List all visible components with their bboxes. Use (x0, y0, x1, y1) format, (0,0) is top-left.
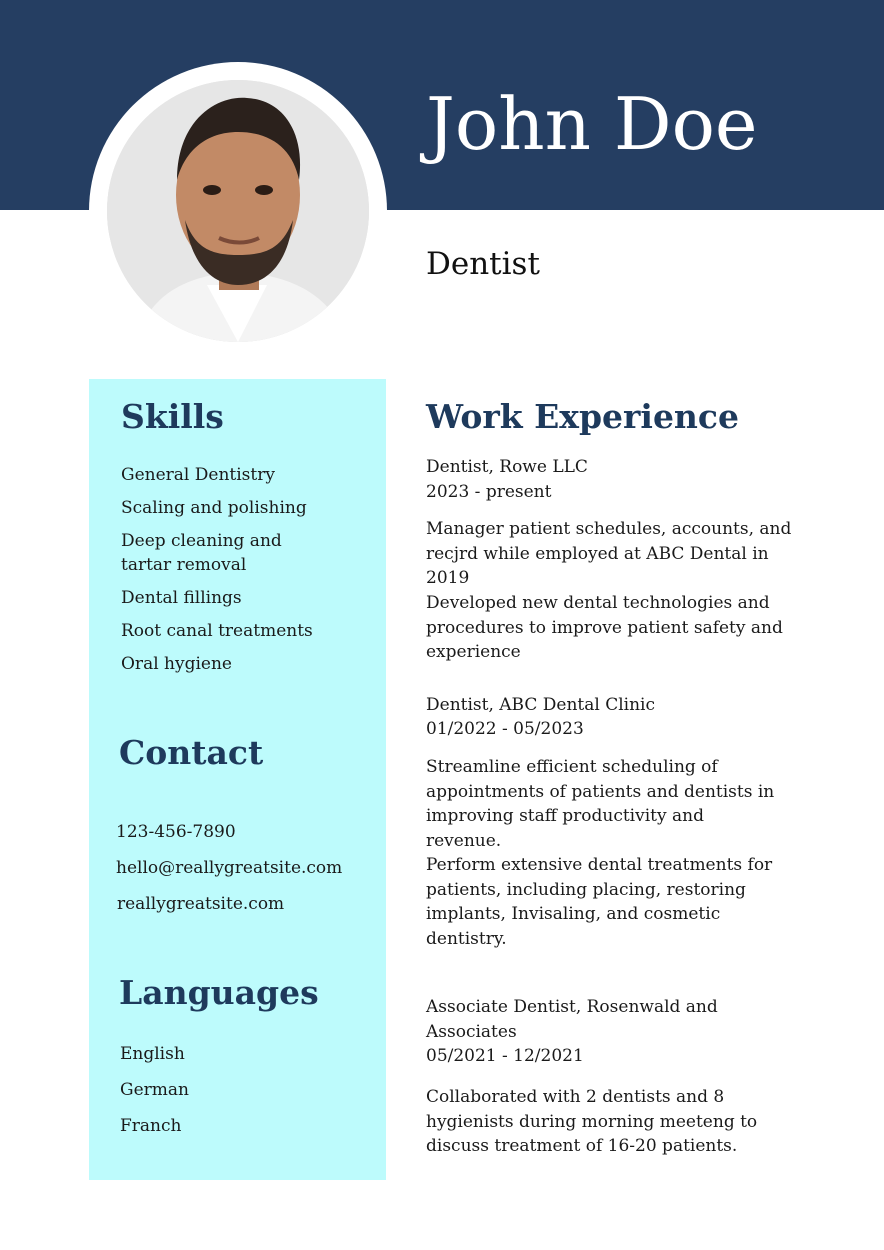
job-title: Dentist (426, 246, 540, 282)
job-bullet: Developed new dental technologies and procedures to improve patient safety and experience (426, 593, 783, 662)
skill-item: Root canal treatments (121, 621, 313, 641)
job-role: Dentist, ABC Dental Clinic (426, 695, 656, 715)
language-item: English (120, 1044, 185, 1064)
candidate-name: John Doe (426, 82, 758, 166)
contact-phone[interactable]: 123-456-7890 (116, 822, 236, 842)
languages-heading: Languages (119, 973, 319, 1012)
job-bullet: Streamline efficient scheduling of appointments of patients and dentists in improving staff productivity and revenue. (426, 757, 775, 851)
skill-item: Oral hygiene (121, 654, 232, 674)
job-role: Dentist, Rowe LLC (426, 457, 588, 477)
job-bullet: Collaborated with 2 dentists and 8 hygienists during morning meeteng to discuss treatment of 16-20 patients. (426, 1087, 758, 1156)
job-role: Associate Dentist, Rosenwald and Associates (426, 997, 718, 1042)
contact-website[interactable]: reallygreatsite.com (117, 894, 285, 914)
job-dates: 01/2022 - 05/2023 (426, 719, 584, 739)
job-dates: 2023 - present (426, 482, 552, 502)
job-bullet: Perform extensive dental treatments for patients, including placing, restoring implants, Invisaling, and cosmetic dentistry. (426, 855, 773, 949)
language-item: Franch (120, 1116, 182, 1136)
profile-photo (107, 80, 369, 342)
skills-heading: Skills (121, 397, 224, 436)
contact-heading: Contact (119, 733, 264, 772)
skill-item: Scaling and polishing (121, 498, 307, 518)
skill-item: General Dentistry (121, 465, 275, 485)
contact-email[interactable]: hello@reallygreatsite.com (116, 858, 343, 878)
job-bullet: Manager patient schedules, accounts, and recjrd while employed at ABC Dental in 2019 (426, 519, 792, 588)
skill-item: Dental fillings (121, 588, 242, 608)
language-item: German (120, 1080, 189, 1100)
job-dates: 05/2021 - 12/2021 (426, 1046, 584, 1066)
work-experience-heading: Work Experience (426, 397, 740, 436)
skill-item: Deep cleaning and tartar removal (121, 531, 282, 575)
